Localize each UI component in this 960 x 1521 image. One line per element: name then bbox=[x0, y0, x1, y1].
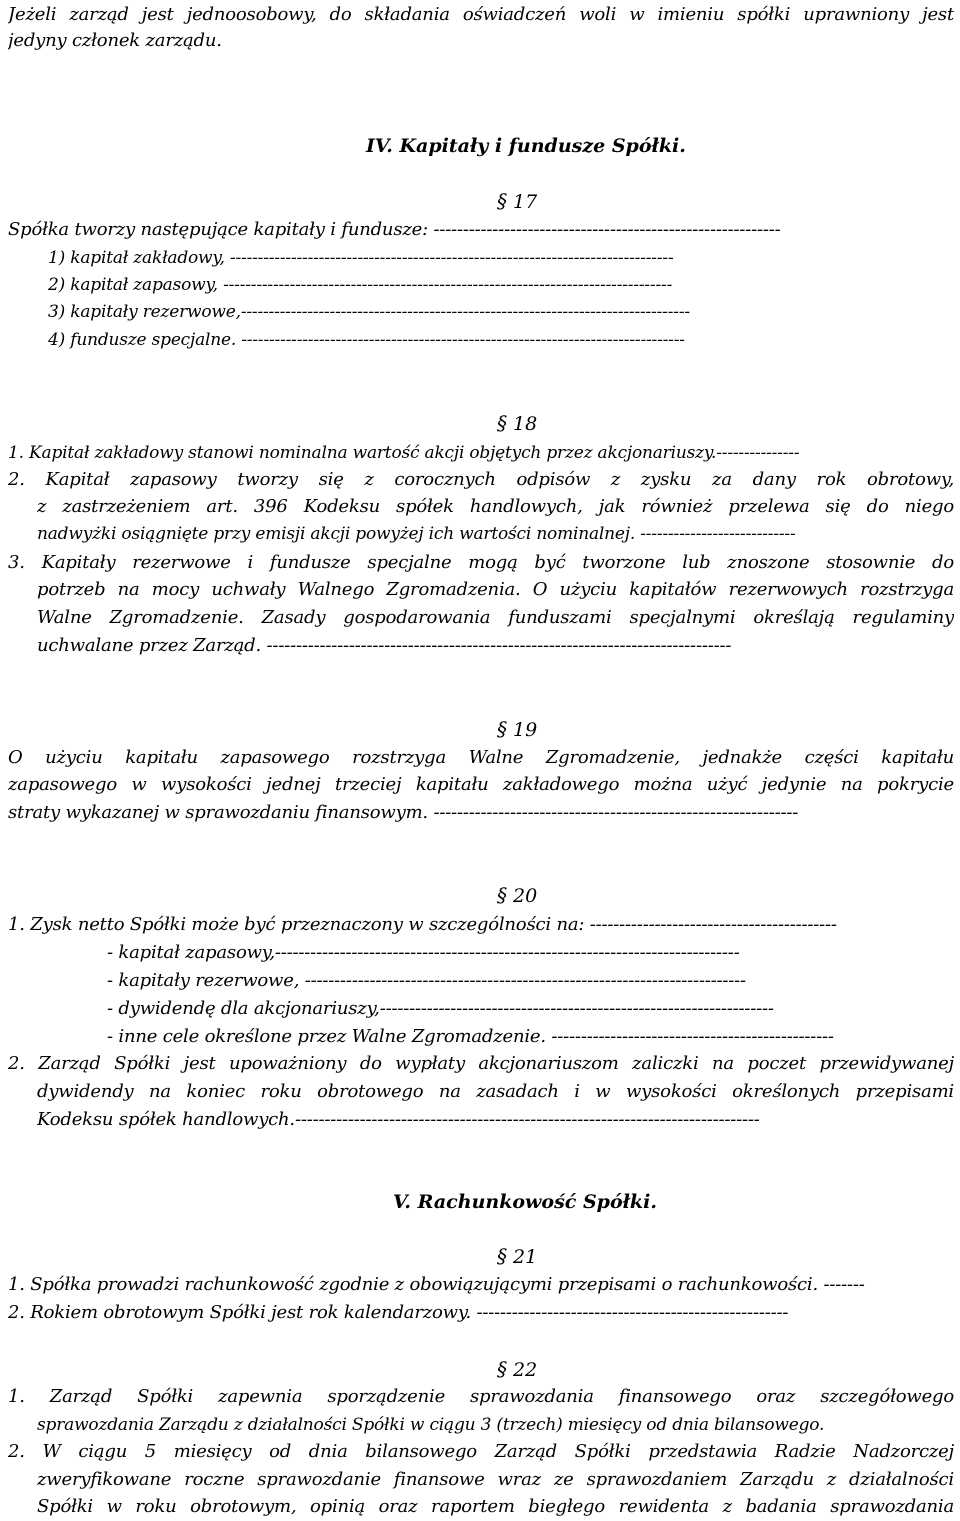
section-sign-icon: § bbox=[497, 883, 507, 907]
p20-point2-line-3: Kodeksu spółek handlowych.------------------------------------------------------------------------------- bbox=[37, 1109, 760, 1130]
paragraph-number: 17 bbox=[513, 191, 538, 213]
intro-line-1: Jeżeli zarząd jest jednoosobowy, do składania oświadczeń woli w imieniu spółki uprawniony jest bbox=[8, 4, 954, 25]
p20-item-3: - dywidendę dla akcjonariuszy,------------------------------------------------------------------- bbox=[107, 998, 774, 1019]
paragraph-18-heading bbox=[497, 410, 537, 437]
section-v-heading: V. Rachunkowość Spółki. bbox=[393, 1191, 657, 1213]
section-sign-icon: § bbox=[497, 1357, 507, 1381]
p20-point2-line-1: 2. Zarząd Spółki jest upoważniony do wypłaty akcjonariuszom zaliczki na poczet przewidywanej bbox=[8, 1053, 954, 1074]
intro-line-2: jedyny członek zarządu. bbox=[8, 30, 222, 51]
p18-line-4: nadwyżki osiągnięte przy emisji akcji powyżej ich wartości nominalnej. ---------------------------- bbox=[37, 524, 796, 544]
section-sign-icon: § bbox=[497, 189, 507, 213]
p18-line-3: z zastrzeżeniem art. 396 Kodeksu spółek handlowych, jak również przelewa się do niego bbox=[37, 496, 954, 517]
p20-item-4: - inne cele określone przez Walne Zgromadzenie. ------------------------------------------------ bbox=[107, 1026, 834, 1047]
section-iv-heading: IV. Kapitały i fundusze Spółki. bbox=[366, 135, 686, 157]
paragraph-20-heading bbox=[497, 882, 537, 909]
p21-line-1: 1. Spółka prowadzi rachunkowość zgodnie z obowiązującymi przepisami o rachunkowości. ------- bbox=[8, 1274, 865, 1295]
p20-item-2: - kapitały rezerwowe, --------------------------------------------------------------------------- bbox=[107, 970, 746, 991]
p22-line-2: sprawozdania Zarządu z działalności Spółki w ciągu 3 (trzech) miesięcy od dnia bilansowego. bbox=[37, 1415, 825, 1435]
section-sign-icon: § bbox=[497, 717, 507, 741]
p22-line-5: Spółki w roku obrotowym, opinią oraz raportem biegłego rewidenta z badania sprawozdania bbox=[37, 1496, 954, 1517]
p17-intro: Spółka tworzy następujące kapitały i fundusze: ----------------------------------------------------------- bbox=[8, 219, 781, 240]
p17-item-4: 4) fundusze specjalne. -------------------------------------------------------------------------------- bbox=[48, 330, 685, 350]
p22-line-1: 1. Zarząd Spółki zapewnia sporządzenie sprawozdania finansowego oraz szczegółowego bbox=[8, 1386, 954, 1407]
p22-line-4: zweryfikowane roczne sprawozdanie finansowe wraz ze sprawozdaniem Zarządu z działalności bbox=[37, 1469, 954, 1490]
paragraph-22-heading bbox=[497, 1356, 537, 1383]
paragraph-number: 22 bbox=[513, 1359, 538, 1381]
paragraph-21-heading bbox=[497, 1243, 537, 1270]
paragraph-number: 18 bbox=[513, 413, 538, 435]
p19-line-3: straty wykazanej w sprawozdaniu finansowym. -------------------------------------------------------------- bbox=[8, 802, 799, 823]
paragraph-number: 21 bbox=[513, 1246, 538, 1268]
p20-intro: 1. Zysk netto Spółki może być przeznaczony w szczególności na: ------------------------------------------ bbox=[8, 914, 837, 935]
p18-line-5: 3. Kapitały rezerwowe i fundusze specjalne mogą być tworzone lub znoszone stosownie do bbox=[8, 552, 954, 573]
p18-line-7: Walne Zgromadzenie. Zasady gospodarowania funduszami specjalnymi określają regulaminy bbox=[37, 607, 954, 628]
p18-line-6: potrzeb na mocy uchwały Walnego Zgromadzenia. O użyciu kapitałów rezerwowych rozstrzyga bbox=[37, 579, 954, 600]
p20-point2-line-2: dywidendy na koniec roku obrotowego na zasadach i w wysokości określonych przepisami bbox=[37, 1081, 954, 1102]
p17-item-3: 3) kapitały rezerwowe,--------------------------------------------------------------------------------- bbox=[48, 302, 690, 322]
paragraph-number: 20 bbox=[513, 885, 538, 907]
p18-line-8: uchwalane przez Zarząd. ------------------------------------------------------------------------------- bbox=[37, 635, 732, 656]
p22-line-3: 2. W ciągu 5 miesięcy od dnia bilansowego Zarząd Spółki przedstawia Radzie Nadzorczej bbox=[8, 1441, 954, 1462]
paragraph-19-heading bbox=[497, 716, 537, 743]
p21-line-2: 2. Rokiem obrotowym Spółki jest rok kalendarzowy. ----------------------------------------------------- bbox=[8, 1302, 789, 1323]
p20-item-1: - kapitał zapasowy,------------------------------------------------------------------------------- bbox=[107, 942, 740, 963]
p17-item-1: 1) kapitał zakładowy, -------------------------------------------------------------------------------- bbox=[48, 248, 674, 268]
p19-line-2: zapasowego w wysokości jednej trzeciej kapitału zakładowego można użyć jedynie na pokrycie bbox=[8, 774, 954, 795]
section-sign-icon: § bbox=[497, 1244, 507, 1268]
paragraph-17-heading bbox=[497, 188, 537, 215]
p17-item-2: 2) kapitał zapasowy, --------------------------------------------------------------------------------- bbox=[48, 275, 673, 295]
p18-line-2: 2. Kapitał zapasowy tworzy się z corocznych odpisów z zysku za dany rok obrotowy, bbox=[8, 469, 954, 490]
section-sign-icon: § bbox=[497, 411, 507, 435]
paragraph-number: 19 bbox=[513, 719, 538, 741]
p18-line-1: 1. Kapitał zakładowy stanowi nominalna wartość akcji objętych przez akcjonariuszy.--------------- bbox=[8, 443, 800, 463]
p19-line-1: O użyciu kapitału zapasowego rozstrzyga Walne Zgromadzenie, jednakże części kapitału bbox=[8, 747, 954, 768]
